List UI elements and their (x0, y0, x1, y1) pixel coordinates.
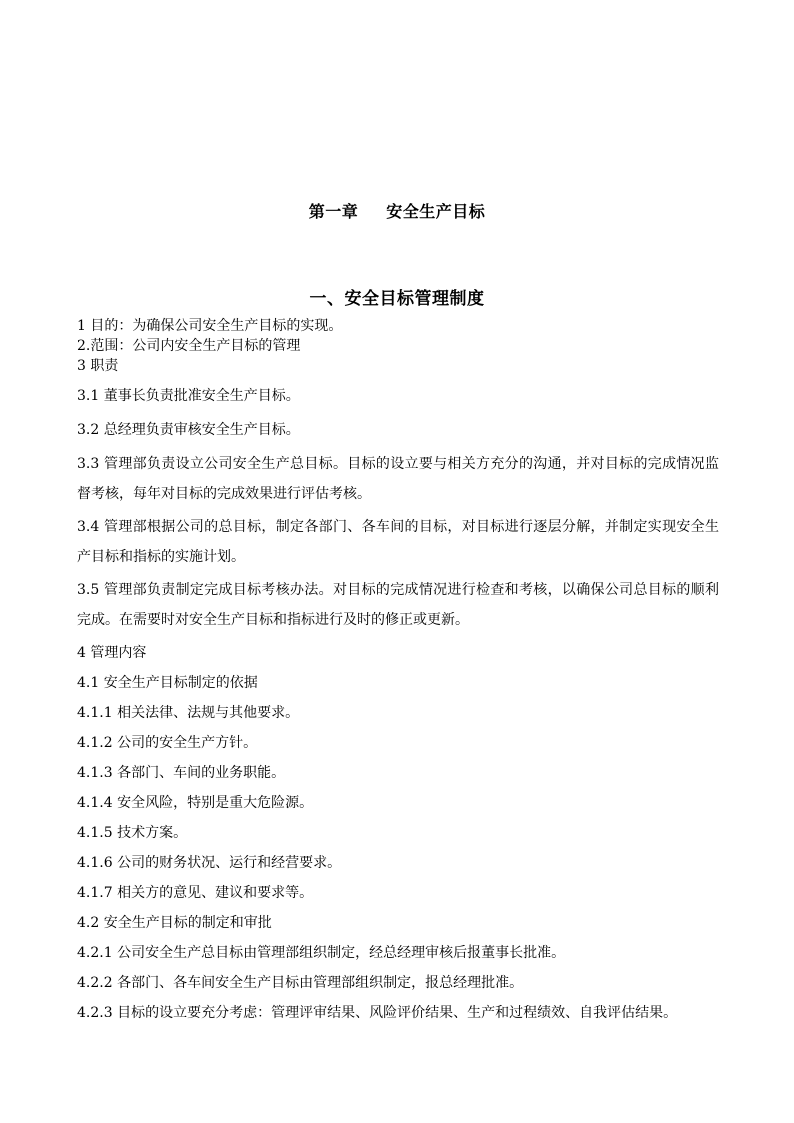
clause-4-2: 4.2 安全生产目标的制定和审批 (77, 915, 272, 931)
clause-4-2-2: 4.2.2 各部门、各车间安全生产目标由管理部组织制定，报总经理批准。 (77, 975, 524, 991)
clause-3-3: 3.3 管理部负责设立公司安全生产总目标。目标的设立要与相关方充分的沟通，并对目标的完成情况监督考核，每年对目标的完成效果进行评估考核。 (77, 456, 719, 502)
clause-4-1-6: 4.1.6 公司的财务状况、运行和经营要求。 (77, 855, 342, 871)
clause-4-1-4: 4.1.4 安全风险，特别是重大危险源。 (77, 795, 314, 811)
clause-4-2-1: 4.2.1 公司安全生产总目标由管理部组织制定，经总经理审核后报董事长批准。 (77, 945, 566, 961)
clause-4-2-3: 4.2.3 目标的设立要充分考虑：管理评审结果、风险评价结果、生产和过程绩效、自我评估结果。 (77, 1005, 678, 1021)
scope-line: 2.范围：公司内安全生产目标的管理 (77, 338, 301, 354)
clause-4-1: 4.1 安全生产目标制定的依据 (77, 675, 258, 691)
chapter-name: 安全生产目标 (386, 202, 486, 221)
management-heading: 4 管理内容 (77, 645, 147, 661)
chapter-title (0, 199, 794, 222)
clause-3-4: 3.4 管理部根据公司的总目标，制定各部门、各车间的目标，对目标进行逐层分解，并制定实现安全生产目标和指标的实施计划。 (77, 519, 719, 565)
clause-4-1-3: 4.1.3 各部门、车间的业务职能。 (77, 765, 286, 781)
clause-3-5: 3.5 管理部负责制定完成目标考核办法。对目标的完成情况进行检查和考核，以确保公司总目标的顺利完成。在需要时对安全生产目标和指标进行及时的修正或更新。 (77, 582, 719, 628)
clause-4-1-2: 4.1.2 公司的安全生产方针。 (77, 735, 258, 751)
clause-4-1-7: 4.1.7 相关方的意见、建议和要求等。 (77, 885, 314, 901)
section-title: 一、安全目标管理制度 (309, 289, 485, 309)
document-body (77, 316, 719, 1028)
clause-3-1: 3.1 董事长负责批准安全生产目标。 (77, 388, 300, 404)
purpose-line: 1 目的：为确保公司安全生产目标的实现。 (77, 318, 343, 334)
chapter-number: 第一章 (308, 202, 359, 221)
clause-4-1-1: 4.1.1 相关法律、法规与其他要求。 (77, 705, 300, 721)
responsibility-heading: 3 职责 (77, 358, 119, 374)
clause-3-2: 3.2 总经理负责审核安全生产目标。 (77, 422, 300, 438)
clause-4-1-5: 4.1.5 技术方案。 (77, 825, 188, 841)
